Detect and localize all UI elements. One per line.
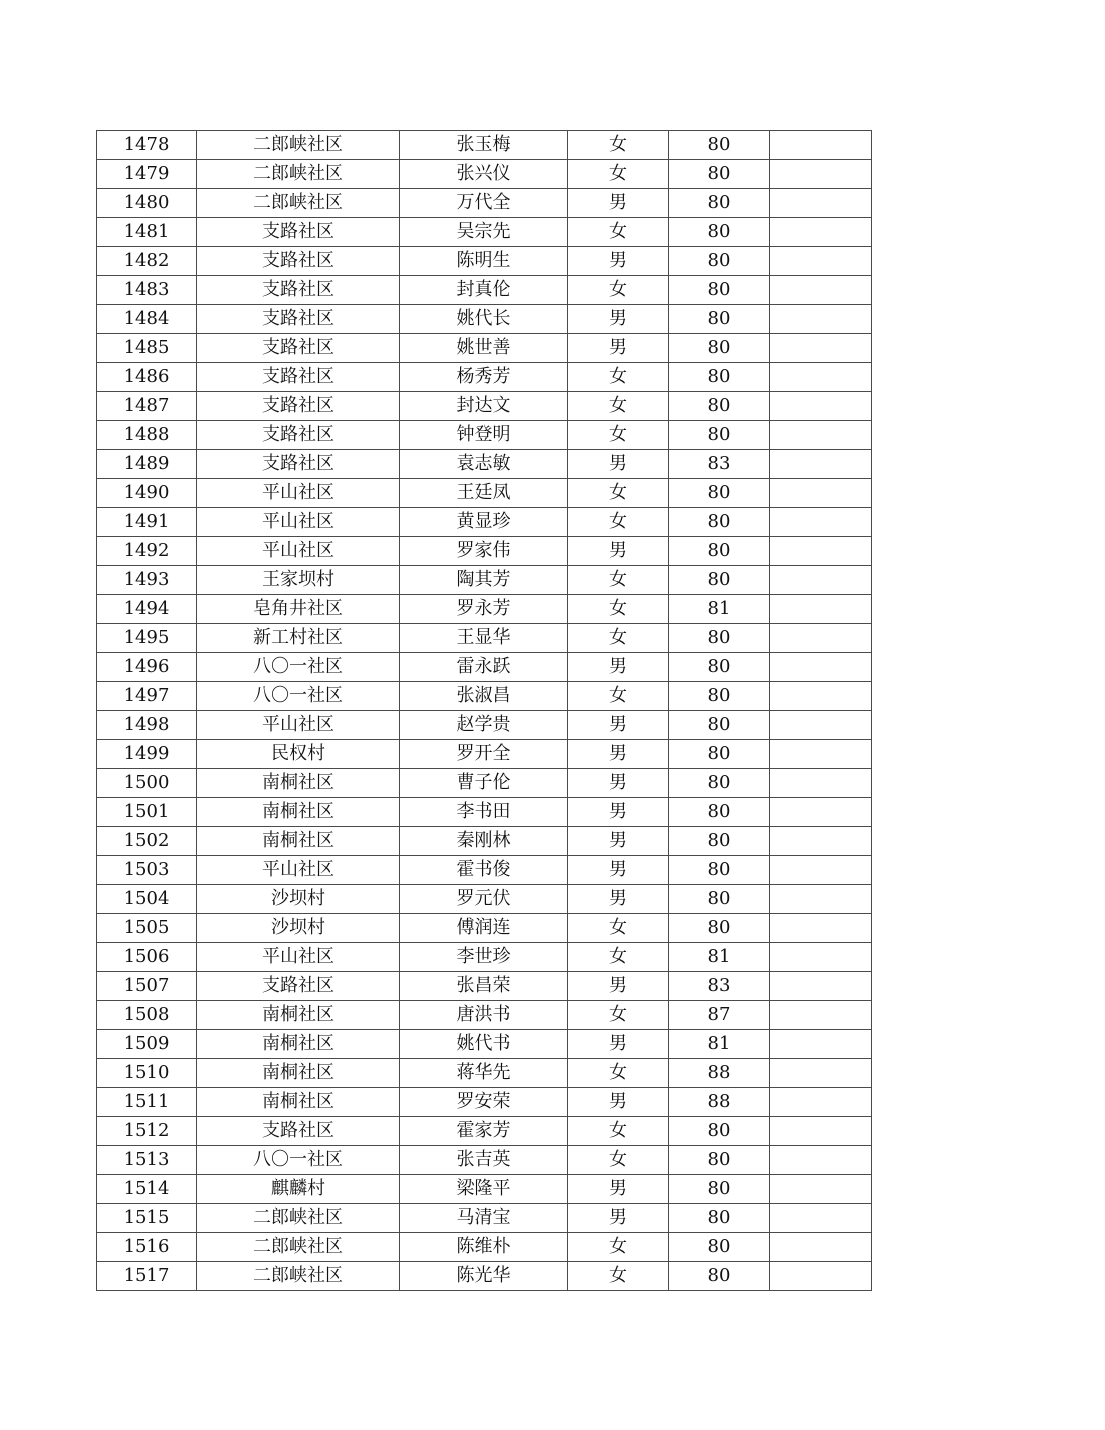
community-cell: 支路社区: [197, 334, 400, 363]
serial-number-cell: 1481: [97, 218, 197, 247]
person-name-cell: 张淑昌: [400, 682, 568, 711]
age-cell: 80: [669, 827, 770, 856]
age-cell: 81: [669, 1030, 770, 1059]
sex-cell: 女: [568, 479, 669, 508]
person-name-cell: 罗安荣: [400, 1088, 568, 1117]
community-cell: 平山社区: [197, 479, 400, 508]
age-cell: 80: [669, 218, 770, 247]
serial-number-cell: 1507: [97, 972, 197, 1001]
note-cell: [770, 305, 872, 334]
table-row: [97, 450, 872, 479]
serial-number-cell: 1495: [97, 624, 197, 653]
sex-cell: 女: [568, 1146, 669, 1175]
age-cell: 80: [669, 653, 770, 682]
sex-cell: 女: [568, 1117, 669, 1146]
age-cell: 81: [669, 943, 770, 972]
sex-cell: 女: [568, 682, 669, 711]
table-row: [97, 1175, 872, 1204]
serial-number-cell: 1516: [97, 1233, 197, 1262]
person-name-cell: 李世珍: [400, 943, 568, 972]
sex-cell: 男: [568, 653, 669, 682]
table-row: [97, 769, 872, 798]
table-row: [97, 276, 872, 305]
community-cell: 支路社区: [197, 450, 400, 479]
serial-number-cell: 1493: [97, 566, 197, 595]
note-cell: [770, 885, 872, 914]
note-cell: [770, 334, 872, 363]
serial-number-cell: 1486: [97, 363, 197, 392]
sex-cell: 男: [568, 769, 669, 798]
note-cell: [770, 450, 872, 479]
table-row: [97, 943, 872, 972]
community-cell: 二郎峡社区: [197, 131, 400, 160]
age-cell: 80: [669, 798, 770, 827]
serial-number-cell: 1517: [97, 1262, 197, 1291]
serial-number-cell: 1494: [97, 595, 197, 624]
person-name-cell: 罗家伟: [400, 537, 568, 566]
age-cell: 80: [669, 537, 770, 566]
table-row: [97, 131, 872, 160]
note-cell: [770, 1146, 872, 1175]
sex-cell: 男: [568, 827, 669, 856]
community-cell: 支路社区: [197, 972, 400, 1001]
person-name-cell: 傅润连: [400, 914, 568, 943]
community-cell: 平山社区: [197, 537, 400, 566]
age-cell: 80: [669, 1117, 770, 1146]
age-cell: 80: [669, 160, 770, 189]
serial-number-cell: 1478: [97, 131, 197, 160]
person-name-cell: 吴宗先: [400, 218, 568, 247]
community-cell: 新工村社区: [197, 624, 400, 653]
note-cell: [770, 131, 872, 160]
person-name-cell: 姚代书: [400, 1030, 568, 1059]
note-cell: [770, 218, 872, 247]
note-cell: [770, 160, 872, 189]
note-cell: [770, 856, 872, 885]
person-name-cell: 张玉梅: [400, 131, 568, 160]
age-cell: 80: [669, 392, 770, 421]
age-cell: 88: [669, 1059, 770, 1088]
sex-cell: 女: [568, 1001, 669, 1030]
community-cell: 二郎峡社区: [197, 160, 400, 189]
person-name-cell: 袁志敏: [400, 450, 568, 479]
note-cell: [770, 1059, 872, 1088]
table-row: [97, 711, 872, 740]
age-cell: 80: [669, 479, 770, 508]
serial-number-cell: 1503: [97, 856, 197, 885]
note-cell: [770, 711, 872, 740]
note-cell: [770, 1262, 872, 1291]
note-cell: [770, 479, 872, 508]
person-name-cell: 赵学贵: [400, 711, 568, 740]
person-name-cell: 张兴仪: [400, 160, 568, 189]
sex-cell: 男: [568, 798, 669, 827]
sex-cell: 女: [568, 1233, 669, 1262]
sex-cell: 女: [568, 421, 669, 450]
note-cell: [770, 1204, 872, 1233]
age-cell: 80: [669, 363, 770, 392]
age-cell: 80: [669, 566, 770, 595]
person-name-cell: 马清宝: [400, 1204, 568, 1233]
sex-cell: 女: [568, 1262, 669, 1291]
table-row: [97, 1059, 872, 1088]
person-name-cell: 姚世善: [400, 334, 568, 363]
age-cell: 80: [669, 247, 770, 276]
age-cell: 80: [669, 740, 770, 769]
serial-number-cell: 1496: [97, 653, 197, 682]
community-cell: 南桐社区: [197, 1088, 400, 1117]
age-cell: 80: [669, 508, 770, 537]
serial-number-cell: 1489: [97, 450, 197, 479]
community-cell: 八〇一社区: [197, 653, 400, 682]
community-cell: 南桐社区: [197, 769, 400, 798]
table-row: [97, 1204, 872, 1233]
note-cell: [770, 943, 872, 972]
sex-cell: 女: [568, 914, 669, 943]
note-cell: [770, 276, 872, 305]
person-name-cell: 黄显珍: [400, 508, 568, 537]
age-cell: 80: [669, 914, 770, 943]
age-cell: 80: [669, 1175, 770, 1204]
table-row: [97, 1262, 872, 1291]
note-cell: [770, 1175, 872, 1204]
table-row: [97, 305, 872, 334]
note-cell: [770, 189, 872, 218]
sex-cell: 女: [568, 363, 669, 392]
age-cell: 83: [669, 972, 770, 1001]
age-cell: 80: [669, 1204, 770, 1233]
person-name-cell: 万代全: [400, 189, 568, 218]
note-cell: [770, 798, 872, 827]
sex-cell: 男: [568, 305, 669, 334]
serial-number-cell: 1480: [97, 189, 197, 218]
community-cell: 支路社区: [197, 218, 400, 247]
age-cell: 80: [669, 682, 770, 711]
sex-cell: 女: [568, 624, 669, 653]
note-cell: [770, 566, 872, 595]
person-name-cell: 李书田: [400, 798, 568, 827]
age-cell: 80: [669, 885, 770, 914]
community-cell: 南桐社区: [197, 827, 400, 856]
serial-number-cell: 1510: [97, 1059, 197, 1088]
age-cell: 80: [669, 421, 770, 450]
table-row: [97, 421, 872, 450]
table-row: [97, 1117, 872, 1146]
table-row: [97, 740, 872, 769]
note-cell: [770, 682, 872, 711]
community-cell: 二郎峡社区: [197, 1262, 400, 1291]
table-row: [97, 508, 872, 537]
serial-number-cell: 1512: [97, 1117, 197, 1146]
age-cell: 80: [669, 1146, 770, 1175]
community-cell: 民权村: [197, 740, 400, 769]
age-cell: 80: [669, 305, 770, 334]
age-cell: 80: [669, 276, 770, 305]
table-row: [97, 885, 872, 914]
serial-number-cell: 1492: [97, 537, 197, 566]
note-cell: [770, 1117, 872, 1146]
table-row: [97, 595, 872, 624]
community-cell: 支路社区: [197, 1117, 400, 1146]
table-row: [97, 653, 872, 682]
sex-cell: 男: [568, 972, 669, 1001]
person-name-cell: 王廷凤: [400, 479, 568, 508]
note-cell: [770, 972, 872, 1001]
community-cell: 南桐社区: [197, 1030, 400, 1059]
sex-cell: 男: [568, 1204, 669, 1233]
note-cell: [770, 653, 872, 682]
sex-cell: 女: [568, 943, 669, 972]
serial-number-cell: 1487: [97, 392, 197, 421]
person-name-cell: 梁隆平: [400, 1175, 568, 1204]
person-name-cell: 封真伦: [400, 276, 568, 305]
age-cell: 88: [669, 1088, 770, 1117]
person-name-cell: 陶其芳: [400, 566, 568, 595]
sex-cell: 男: [568, 247, 669, 276]
person-name-cell: 唐洪书: [400, 1001, 568, 1030]
person-name-cell: 杨秀芳: [400, 363, 568, 392]
note-cell: [770, 624, 872, 653]
person-name-cell: 陈维朴: [400, 1233, 568, 1262]
sex-cell: 男: [568, 189, 669, 218]
community-cell: 南桐社区: [197, 1059, 400, 1088]
person-name-cell: 陈光华: [400, 1262, 568, 1291]
age-cell: 87: [669, 1001, 770, 1030]
sex-cell: 男: [568, 856, 669, 885]
table-row: [97, 566, 872, 595]
table-row: [97, 798, 872, 827]
serial-number-cell: 1488: [97, 421, 197, 450]
community-cell: 支路社区: [197, 363, 400, 392]
sex-cell: 女: [568, 566, 669, 595]
table-row: [97, 972, 872, 1001]
community-cell: 二郎峡社区: [197, 1204, 400, 1233]
person-name-cell: 曹子伦: [400, 769, 568, 798]
community-cell: 麒麟村: [197, 1175, 400, 1204]
serial-number-cell: 1482: [97, 247, 197, 276]
sex-cell: 男: [568, 885, 669, 914]
table-row: [97, 1001, 872, 1030]
community-cell: 皂角井社区: [197, 595, 400, 624]
community-cell: 八〇一社区: [197, 682, 400, 711]
table-row: [97, 1146, 872, 1175]
age-cell: 83: [669, 450, 770, 479]
person-name-cell: 罗开全: [400, 740, 568, 769]
serial-number-cell: 1500: [97, 769, 197, 798]
person-name-cell: 姚代长: [400, 305, 568, 334]
person-name-cell: 罗永芳: [400, 595, 568, 624]
serial-number-cell: 1484: [97, 305, 197, 334]
age-cell: 80: [669, 1262, 770, 1291]
table-row: [97, 392, 872, 421]
sex-cell: 男: [568, 1175, 669, 1204]
serial-number-cell: 1498: [97, 711, 197, 740]
person-name-cell: 王显华: [400, 624, 568, 653]
serial-number-cell: 1509: [97, 1030, 197, 1059]
serial-number-cell: 1504: [97, 885, 197, 914]
serial-number-cell: 1497: [97, 682, 197, 711]
person-name-cell: 霍书俊: [400, 856, 568, 885]
sex-cell: 女: [568, 218, 669, 247]
community-cell: 南桐社区: [197, 1001, 400, 1030]
person-name-cell: 封达文: [400, 392, 568, 421]
table-row: [97, 363, 872, 392]
serial-number-cell: 1511: [97, 1088, 197, 1117]
sex-cell: 男: [568, 537, 669, 566]
serial-number-cell: 1513: [97, 1146, 197, 1175]
serial-number-cell: 1483: [97, 276, 197, 305]
serial-number-cell: 1479: [97, 160, 197, 189]
note-cell: [770, 1088, 872, 1117]
note-cell: [770, 1001, 872, 1030]
sex-cell: 女: [568, 276, 669, 305]
sex-cell: 男: [568, 1030, 669, 1059]
person-name-cell: 秦刚林: [400, 827, 568, 856]
sex-cell: 女: [568, 1059, 669, 1088]
serial-number-cell: 1515: [97, 1204, 197, 1233]
community-cell: 支路社区: [197, 392, 400, 421]
sex-cell: 男: [568, 1088, 669, 1117]
table-row: [97, 856, 872, 885]
community-cell: 南桐社区: [197, 798, 400, 827]
table-row: [97, 624, 872, 653]
note-cell: [770, 392, 872, 421]
table-row: [97, 479, 872, 508]
community-cell: 平山社区: [197, 508, 400, 537]
table-row: [97, 1233, 872, 1262]
community-cell: 沙坝村: [197, 885, 400, 914]
serial-number-cell: 1499: [97, 740, 197, 769]
age-cell: 80: [669, 769, 770, 798]
community-cell: 支路社区: [197, 247, 400, 276]
sex-cell: 女: [568, 508, 669, 537]
age-cell: 80: [669, 1233, 770, 1262]
note-cell: [770, 827, 872, 856]
person-name-cell: 张吉英: [400, 1146, 568, 1175]
age-cell: 80: [669, 189, 770, 218]
note-cell: [770, 740, 872, 769]
serial-number-cell: 1502: [97, 827, 197, 856]
serial-number-cell: 1485: [97, 334, 197, 363]
table-row: [97, 334, 872, 363]
community-cell: 平山社区: [197, 943, 400, 972]
table-row: [97, 189, 872, 218]
age-cell: 80: [669, 856, 770, 885]
community-cell: 支路社区: [197, 276, 400, 305]
serial-number-cell: 1501: [97, 798, 197, 827]
community-cell: 沙坝村: [197, 914, 400, 943]
table-row: [97, 160, 872, 189]
roster-table-body: [97, 131, 872, 1291]
community-cell: 支路社区: [197, 421, 400, 450]
sex-cell: 男: [568, 711, 669, 740]
age-cell: 81: [669, 595, 770, 624]
table-row: [97, 537, 872, 566]
note-cell: [770, 595, 872, 624]
table-row: [97, 218, 872, 247]
sex-cell: 女: [568, 595, 669, 624]
community-cell: 平山社区: [197, 711, 400, 740]
age-cell: 80: [669, 334, 770, 363]
sex-cell: 男: [568, 740, 669, 769]
table-row: [97, 247, 872, 276]
community-cell: 二郎峡社区: [197, 1233, 400, 1262]
table-row: [97, 914, 872, 943]
note-cell: [770, 1233, 872, 1262]
sex-cell: 男: [568, 450, 669, 479]
serial-number-cell: 1490: [97, 479, 197, 508]
serial-number-cell: 1491: [97, 508, 197, 537]
serial-number-cell: 1506: [97, 943, 197, 972]
community-cell: 支路社区: [197, 305, 400, 334]
note-cell: [770, 1030, 872, 1059]
person-name-cell: 罗元伏: [400, 885, 568, 914]
community-cell: 八〇一社区: [197, 1146, 400, 1175]
table-row: [97, 827, 872, 856]
table-row: [97, 1088, 872, 1117]
person-name-cell: 钟登明: [400, 421, 568, 450]
sex-cell: 女: [568, 131, 669, 160]
community-cell: 二郎峡社区: [197, 189, 400, 218]
note-cell: [770, 914, 872, 943]
note-cell: [770, 421, 872, 450]
roster-table: [96, 130, 872, 1291]
table-row: [97, 1030, 872, 1059]
person-name-cell: 张昌荣: [400, 972, 568, 1001]
age-cell: 80: [669, 624, 770, 653]
community-cell: 王家坝村: [197, 566, 400, 595]
person-name-cell: 雷永跃: [400, 653, 568, 682]
community-cell: 平山社区: [197, 856, 400, 885]
table-row: [97, 682, 872, 711]
age-cell: 80: [669, 711, 770, 740]
person-name-cell: 陈明生: [400, 247, 568, 276]
note-cell: [770, 508, 872, 537]
person-name-cell: 蒋华先: [400, 1059, 568, 1088]
note-cell: [770, 769, 872, 798]
note-cell: [770, 363, 872, 392]
serial-number-cell: 1514: [97, 1175, 197, 1204]
serial-number-cell: 1505: [97, 914, 197, 943]
age-cell: 80: [669, 131, 770, 160]
person-name-cell: 霍家芳: [400, 1117, 568, 1146]
sex-cell: 女: [568, 160, 669, 189]
sex-cell: 男: [568, 334, 669, 363]
sex-cell: 女: [568, 392, 669, 421]
serial-number-cell: 1508: [97, 1001, 197, 1030]
note-cell: [770, 537, 872, 566]
note-cell: [770, 247, 872, 276]
